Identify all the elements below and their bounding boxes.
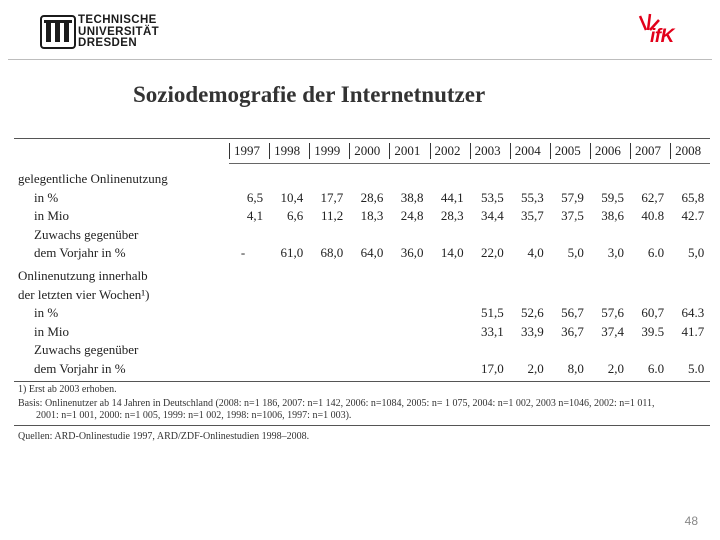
table-cell-2001: 36,0 xyxy=(400,245,424,261)
table-row xyxy=(14,360,710,378)
section-heading-label: gelegentliche Onlinenutzung xyxy=(18,171,168,186)
table-cell-2001: 38,8 xyxy=(400,189,424,205)
table-cell-1997: 6,5 xyxy=(246,189,264,205)
year-header-2004: 2004 xyxy=(510,143,550,159)
table-cell-2002: 28,3 xyxy=(440,208,464,224)
ifk-logo-text: ifK xyxy=(650,26,674,47)
table-cell-2004: 2,0 xyxy=(527,361,544,376)
table-cell-1998: 61,0 xyxy=(280,245,304,261)
table-row xyxy=(14,304,710,322)
tu-dresden-wordmark xyxy=(78,15,159,50)
table-cell-2008: 65,8 xyxy=(681,189,705,205)
table-cell-2003: 53,5 xyxy=(480,189,504,205)
basis-line-2: 2001: n=1 001, 2000: n=1 005, 1999: n=1 002, 1998: n=1006, 1997: n=1 003). xyxy=(36,409,352,421)
table-cell-2002: 14,0 xyxy=(440,245,464,261)
table-cell-2007: 6.0 xyxy=(647,245,665,261)
table-cell-2004: 35,7 xyxy=(521,208,544,224)
ifk-logo xyxy=(628,12,694,48)
row-label: Zuwachs gegenüber xyxy=(34,342,139,358)
row-label: in Mio xyxy=(34,208,70,224)
table-row xyxy=(14,244,710,262)
table-cell-2006: 37,4 xyxy=(601,323,624,339)
table-cell-2003: 17,0 xyxy=(480,361,504,376)
year-header-2000: 2000 xyxy=(349,143,389,159)
university-line-2: UNIVERSITÄT xyxy=(78,25,160,38)
table-top-rule xyxy=(14,138,710,139)
section-heading xyxy=(14,267,710,285)
tu-dresden-logo xyxy=(40,14,170,52)
table-cell-2007: 40.8 xyxy=(641,208,665,224)
table-cell-2008: 64.3 xyxy=(681,305,705,321)
section-heading-label: Onlinenutzung innerhalb xyxy=(18,268,148,283)
year-header-2005: 2005 xyxy=(550,143,590,159)
table-cell-2003: 34,4 xyxy=(480,208,504,224)
table-cell-2007: 6.0 xyxy=(647,361,665,376)
source-rule xyxy=(14,425,710,426)
basis-line-1: Basis: Onlinenutzer ab 14 Jahren in Deutschland (2008: n=1 186, 2007: n=1 142, 2006: n=1084, 2005: n= 1 075, 2004: n=1 002, 2003 n=1046, 2002: n=1 011, xyxy=(18,397,655,409)
row-label: dem Vorjahr in % xyxy=(34,245,126,261)
row-label: in % xyxy=(34,189,59,205)
table-cell-2004: 4,0 xyxy=(527,245,544,261)
row-label: Zuwachs gegenüber xyxy=(34,226,139,242)
table-header-row xyxy=(14,143,710,161)
table-cell-2003: 51,5 xyxy=(480,305,504,321)
row-label: in Mio xyxy=(34,323,70,339)
section-heading xyxy=(14,170,710,188)
page-title: Soziodemografie der Internetnutzer xyxy=(133,82,486,107)
table-cell-2006: 2,0 xyxy=(607,361,624,376)
table-cell-1999: 11,2 xyxy=(321,208,344,224)
section-heading-label: der letzten vier Wochen¹) xyxy=(18,286,150,302)
table-cell-2006: 57,6 xyxy=(601,305,624,321)
university-line-1: TECHNISCHE xyxy=(78,14,157,26)
table-cell-2008: 5,0 xyxy=(687,245,705,261)
table-cell-2007: 60,7 xyxy=(641,305,665,321)
page-number: 48 xyxy=(684,514,698,528)
table-cell-2003: 33,1 xyxy=(480,323,504,339)
year-header-2001: 2001 xyxy=(389,143,429,159)
table-cell-1998: 6,6 xyxy=(286,208,304,224)
table-cell-2003: 22,0 xyxy=(480,245,504,261)
section-heading xyxy=(14,286,710,304)
table-cell-2005: 36,7 xyxy=(561,323,584,339)
table-cell-2004: 33,9 xyxy=(521,323,544,339)
year-header-1998: 1998 xyxy=(269,143,309,159)
university-line-3: DRESDEN xyxy=(78,37,138,49)
table-row xyxy=(14,189,710,207)
table-cell-2005: 57,9 xyxy=(561,189,584,205)
table-cell-2000: 28,6 xyxy=(360,189,384,205)
footnote: 1) Erst ab 2003 erhoben. xyxy=(18,383,117,395)
row-label: dem Vorjahr in % xyxy=(34,361,126,376)
footnote-rule xyxy=(14,381,710,382)
table-cell-2000: 64,0 xyxy=(360,245,384,261)
source-note: Quellen: ARD-Onlinestudie 1997, ARD/ZDF-Onlinestudien 1998–2008. xyxy=(18,430,310,442)
table-cell-2007: 39.5 xyxy=(641,323,665,339)
row-label: in % xyxy=(34,305,59,321)
table-cell-2004: 55,3 xyxy=(521,189,544,205)
table-cell-2006: 3,0 xyxy=(607,245,624,261)
table-cell-2000: 18,3 xyxy=(360,208,384,224)
tu-dresden-emblem-icon xyxy=(40,14,76,50)
table-cell-2008: 5.0 xyxy=(687,361,705,376)
table-cell-2006: 59,5 xyxy=(601,189,624,205)
year-header-1999: 1999 xyxy=(309,143,349,159)
header-divider xyxy=(8,59,712,60)
year-header-1997: 1997 xyxy=(229,143,269,159)
table-row xyxy=(14,226,710,244)
table-cell-2007: 62,7 xyxy=(641,189,665,205)
table-cell-1999: 68,0 xyxy=(320,245,344,261)
table-cell-1997: 4,1 xyxy=(246,208,264,224)
table-cell-2005: 8,0 xyxy=(567,361,584,376)
year-header-2007: 2007 xyxy=(630,143,670,159)
table-cell-2001: 24,8 xyxy=(400,208,424,224)
year-header-2003: 2003 xyxy=(470,143,510,159)
table-cell-2006: 38,6 xyxy=(601,208,624,224)
year-header-2002: 2002 xyxy=(430,143,470,159)
year-header-2006: 2006 xyxy=(590,143,630,159)
table-cell-1998: 10,4 xyxy=(280,189,304,205)
table-row xyxy=(14,341,710,359)
table-cell-2005: 37,5 xyxy=(561,208,584,224)
table-cell-2008: 42.7 xyxy=(681,208,705,224)
table-cell-2008: 41.7 xyxy=(681,323,705,339)
table-cell-2005: 56,7 xyxy=(561,305,584,321)
table-cell-2002: 44,1 xyxy=(440,189,464,205)
table-cell-2005: 5,0 xyxy=(567,245,584,261)
year-header-2008: 2008 xyxy=(670,143,710,159)
table-row xyxy=(14,323,710,341)
table-cell-2004: 52,6 xyxy=(521,305,544,321)
table-cell-1997: - xyxy=(240,245,246,261)
table-cell-1999: 17,7 xyxy=(320,189,344,205)
table-header-rule xyxy=(229,163,710,164)
table-row xyxy=(14,207,710,225)
